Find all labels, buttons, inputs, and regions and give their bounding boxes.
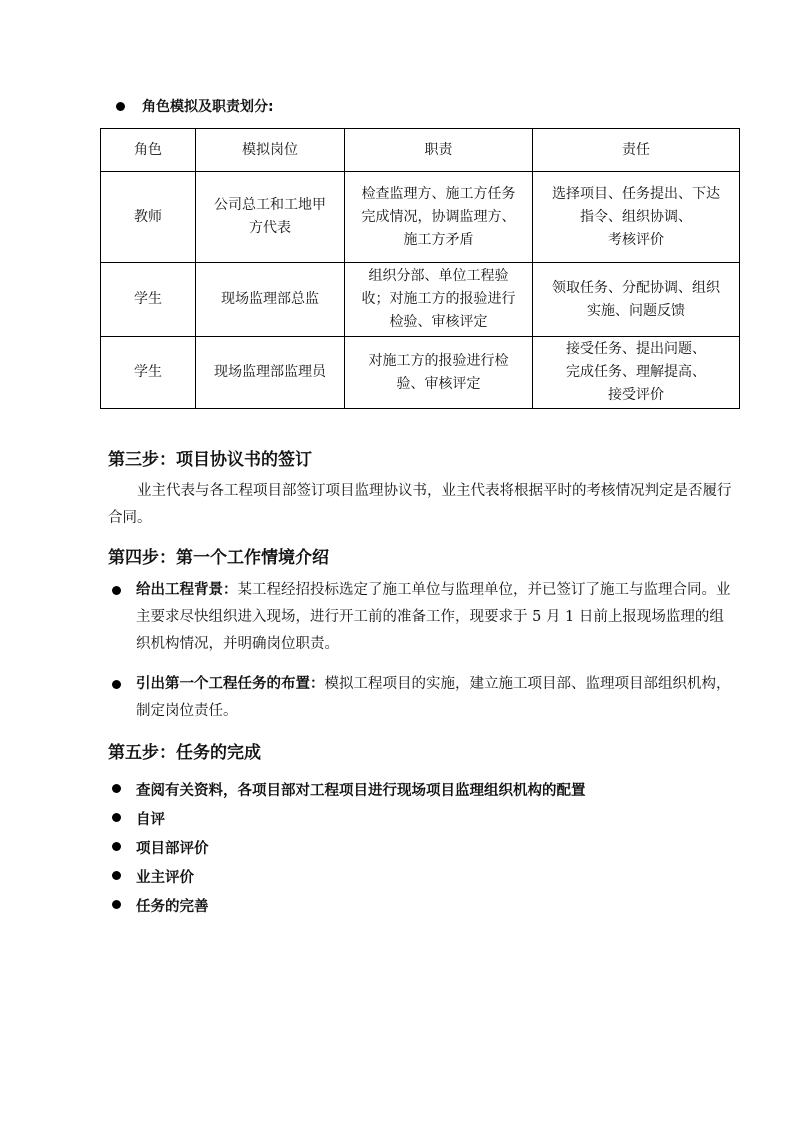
cell-line: 验、审核评定: [396, 375, 481, 392]
bullet-text: 模拟工程项目的实施，建立施工项目部、监理项目部组织机构，制定岗位责任。: [136, 676, 731, 719]
cell-line: 方代表: [249, 220, 291, 236]
cell-line: 考核评价: [608, 231, 664, 248]
roles-table: [100, 128, 740, 409]
table-row: [101, 337, 740, 409]
task-bullet: [112, 671, 742, 725]
bullet-icon: [112, 842, 121, 851]
cell-line: 领取任务、分配协调、组织: [552, 279, 720, 296]
bullet-label: 引出第一个工程任务的布置：: [136, 676, 325, 692]
cell-line: 施工方矛盾: [403, 231, 474, 248]
step5-title: 第五步：任务的完成: [108, 743, 261, 763]
bullet-icon: [112, 586, 121, 595]
bullet-icon: [112, 900, 121, 909]
cell-line: 现场监理部总监: [221, 291, 319, 307]
bullet-icon: [112, 813, 121, 822]
step3-paragraph: 业主代表与各工程项目部签订项目监理协议书，业主代表将根据平时的考核情况判定是否履行合同。: [108, 483, 732, 526]
header-cell: 角色: [101, 129, 196, 172]
post-cell: [196, 263, 345, 337]
cell-line: 选择项目、任务提出、下达: [552, 185, 720, 202]
table-header-row: [101, 129, 740, 172]
duty-cell: [345, 337, 533, 409]
roles-intro-text: 角色模拟及职责划分:: [142, 99, 274, 115]
role-cell: 学生: [101, 263, 196, 337]
role-cell: 教师: [101, 172, 196, 263]
step4-title: 第四步：第一个工作情境介绍: [108, 548, 329, 568]
background-bullet: [112, 577, 742, 658]
table-row: [101, 263, 740, 337]
cell-line: 完成情况，协调监理方、: [361, 208, 516, 225]
cell-line: 对施工方的报验进行检: [368, 352, 509, 369]
duty-cell: [345, 263, 533, 337]
step3-title: 第三步：项目协议书的签订: [108, 450, 312, 470]
cell-line: 检查监理方、施工方任务: [361, 185, 516, 202]
resp-cell: [533, 337, 740, 409]
cell-line: 指令、组织协调、: [580, 208, 692, 225]
header-cell: 责任: [533, 129, 740, 172]
cell-line: 接受评价: [608, 387, 664, 403]
cell-line: 组织分部、单位工程验: [368, 268, 509, 284]
header-cell: 职责: [345, 129, 533, 172]
bullet-icon: [116, 102, 125, 111]
bullet-text: 某工程经招投标选定了施工单位与监理单位，并已签订了施工与监理合同。业主要求尽快组织进入现场，进行开工前的准备工作，现要求于 5 月 1 日前上报现场监理的组织机构情况，并明确岗位职责。: [136, 582, 731, 652]
table-row: [101, 172, 740, 263]
roles-intro: [116, 96, 274, 116]
cell-line: 收；对施工方的报验进行: [361, 291, 516, 307]
cell-line: 现场监理部监理员: [214, 364, 326, 380]
header-cell: 模拟岗位: [196, 129, 345, 172]
cell-line: 完成任务、理解提高、: [566, 364, 706, 380]
resp-cell: [533, 172, 740, 263]
cell-line: 实施、问题反馈: [587, 302, 685, 319]
bullet-icon: [112, 680, 121, 689]
resp-cell: [533, 263, 740, 337]
duty-cell: [345, 172, 533, 263]
bullet-icon: [112, 784, 121, 793]
bullet-icon: [112, 871, 121, 880]
bullet-label: 给出工程背景：: [136, 582, 238, 598]
cell-line: 接受任务、提出问题、: [566, 341, 706, 357]
cell-line: 检验、审核评定: [389, 314, 488, 330]
cell-line: 公司总工和工地甲: [214, 197, 326, 213]
post-cell: [196, 172, 345, 263]
role-cell: 学生: [101, 337, 196, 409]
post-cell: [196, 337, 345, 409]
